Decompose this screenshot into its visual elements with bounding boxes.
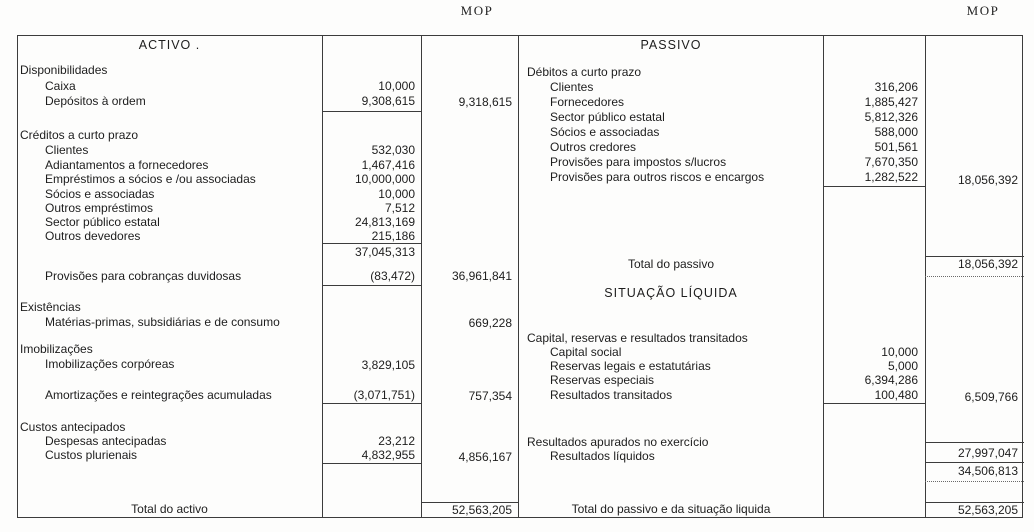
activo-total-value: 52,563,205: [451, 503, 512, 517]
column-divider: [421, 35, 422, 518]
subtotal-rule: [322, 285, 421, 286]
row-label: Provisões para cobranças duvidosas: [45, 269, 242, 283]
row-amount: 1,467,416: [361, 158, 415, 172]
row-label: Adiantamentos a fornecedores: [45, 158, 209, 172]
row-amount: 10,000: [881, 345, 918, 359]
group-title: Disponibilidades: [20, 63, 108, 77]
group-total: 6,509,766: [964, 390, 1018, 404]
subtotal-rule: [823, 403, 925, 404]
row-label: Outros devedores: [45, 229, 141, 243]
subtotal-rule: [925, 442, 1024, 443]
row-label: Outros empréstimos: [45, 201, 154, 215]
passivo-total-label: Total do passivo: [627, 257, 715, 271]
row-amount: 1,885,427: [864, 95, 918, 109]
row-amount: 532,030: [371, 143, 415, 157]
row-label: Outros credores: [550, 140, 637, 154]
dotted-rule: [925, 276, 1024, 277]
group-total: 669,228: [468, 316, 512, 330]
row-label: Imobilizações corpóreas: [45, 357, 175, 371]
passivo-grand-total-value: 52,563,205: [957, 503, 1018, 517]
row-label: Reservas especiais: [550, 373, 655, 387]
row-amount: 100,480: [874, 388, 918, 402]
subtotal-rule: [322, 403, 421, 404]
row-label: Sector público estatal: [550, 110, 665, 124]
row-amount: 1,282,522: [864, 170, 918, 184]
row-label: Resultados líquidos: [550, 449, 655, 463]
subtotal-rule: [823, 186, 925, 187]
group-total: 9,318,615: [458, 95, 512, 109]
row-label: Clientes: [550, 80, 594, 94]
row-label: Sócios e associadas: [550, 125, 660, 139]
row-label: Provisões para impostos s/lucros: [550, 155, 727, 169]
row-label: Sócios e associadas: [45, 187, 155, 201]
group-title: Existências: [20, 300, 81, 314]
row-label: Capital social: [550, 345, 622, 359]
group-title: Débitos a curto prazo: [527, 65, 642, 79]
row-amount: 10,000,000: [354, 172, 415, 186]
row-label: Empréstimos a sócios e /ou associadas: [45, 172, 256, 186]
subtotal-rule: [322, 111, 421, 112]
group-title: Resultados apurados no exercício: [527, 435, 709, 449]
currency-label-left: MOP: [460, 3, 494, 18]
row-label: Despesas antecipadas: [45, 434, 167, 448]
row-amount: 4,832,955: [361, 448, 415, 462]
column-divider-center: [518, 35, 519, 518]
group-title: Custos antecipados: [20, 420, 126, 434]
situacao-total-value: 34,506,813: [957, 464, 1018, 478]
row-amount: 588,000: [874, 125, 918, 139]
row-label: Fornecedores: [550, 95, 625, 109]
group-title: Capital, reservas e resultados transitados: [527, 331, 748, 345]
group-total: 18,056,392: [957, 173, 1018, 187]
subtotal-rule: [322, 243, 421, 244]
situacao-liquida-header: SITUAÇÃO LÍQUIDA: [604, 286, 738, 300]
row-label: Reservas legais e estatutárias: [550, 359, 711, 373]
passivo-total-value: 18,056,392: [957, 257, 1018, 271]
row-amount: 24,813,169: [354, 215, 415, 229]
group-title: Créditos a curto prazo: [20, 128, 139, 142]
row-label: Matérias-primas, subsidiárias e de consumo: [45, 315, 280, 329]
row-amount: (83,472): [370, 269, 415, 283]
row-amount: 5,000: [887, 359, 918, 373]
row-label: Provisões para outros riscos e encargos: [550, 170, 765, 184]
activo-total-label: Total do activo: [131, 502, 208, 516]
column-divider: [823, 35, 824, 518]
row-label: Clientes: [45, 143, 89, 157]
passivo-header: PASSIVO: [640, 38, 702, 52]
row-amount: 215,186: [371, 229, 415, 243]
row-label: Amortizações e reintegrações acumuladas: [45, 388, 272, 402]
row-amount: (3,071,751): [353, 388, 415, 402]
currency-label-right: MOP: [966, 3, 1000, 18]
group-subtotal: 37,045,313: [354, 245, 415, 259]
subtotal-rule: [925, 462, 1024, 463]
row-amount: 7,670,350: [864, 155, 918, 169]
row-amount: 23,212: [378, 434, 415, 448]
row-amount: 9,308,615: [361, 94, 415, 108]
group-total: 27,997,047: [957, 446, 1018, 460]
row-amount: 316,206: [874, 80, 918, 94]
group-total: 4,856,167: [458, 450, 512, 464]
dotted-rule: [925, 481, 1024, 482]
row-amount: 501,561: [874, 140, 918, 154]
row-label: Caixa: [45, 79, 76, 93]
subtotal-rule: [322, 463, 421, 464]
row-amount: 3,829,105: [361, 358, 415, 372]
row-label: Resultados transitados: [550, 388, 673, 402]
row-amount: 5,812,326: [864, 110, 918, 124]
group-title: Imobilizações: [20, 342, 93, 356]
row-amount: 10,000: [378, 187, 415, 201]
row-amount: 10,000: [378, 79, 415, 93]
passivo-grand-total-label: Total do passivo e da situação liquida: [571, 502, 771, 516]
row-amount: 6,394,286: [864, 373, 918, 387]
group-total: 36,961,841: [451, 269, 512, 283]
row-label: Depósitos à ordem: [45, 94, 146, 108]
row-label: Sector público estatal: [45, 215, 160, 229]
group-total: 757,354: [468, 389, 512, 403]
activo-header: ACTIVO .: [138, 38, 201, 52]
row-label: Custos plurienais: [45, 448, 138, 462]
row-amount: 7,512: [384, 201, 415, 215]
